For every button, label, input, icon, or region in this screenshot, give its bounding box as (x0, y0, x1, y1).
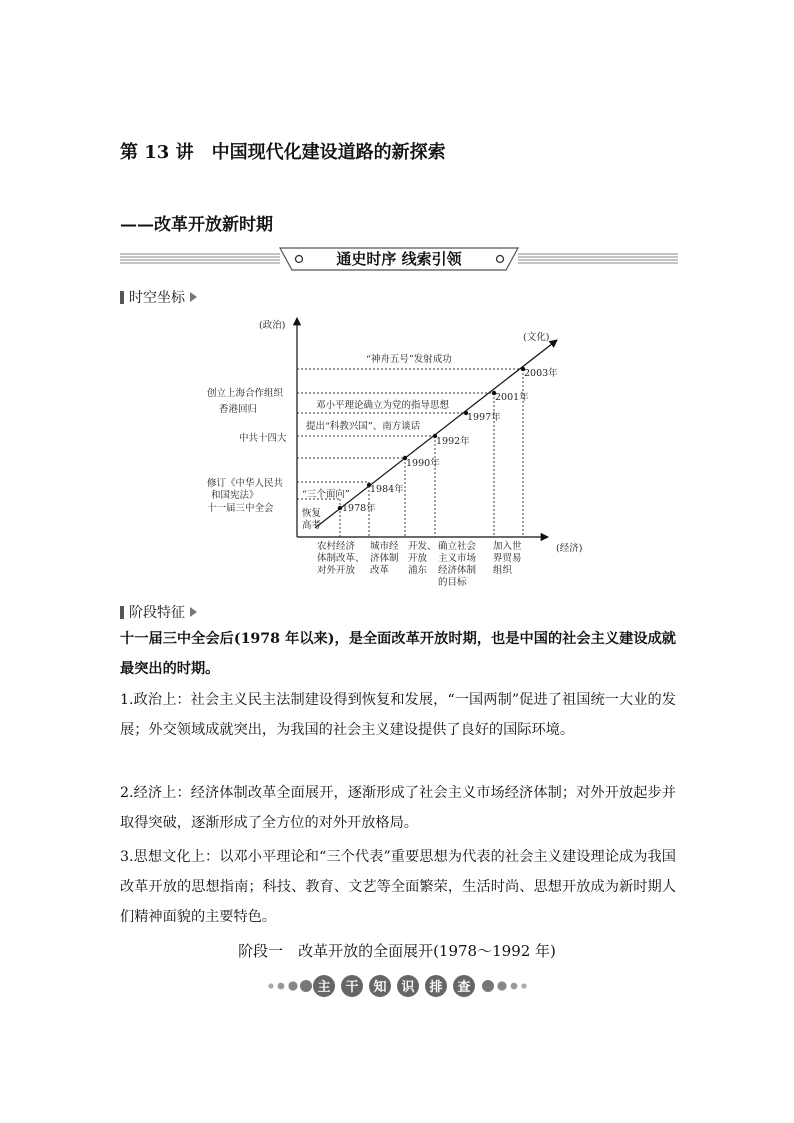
char-text: 查 (457, 980, 471, 995)
feature-point-politics: 1.政治上：社会主义民主法制建设得到恢复和发展，“一国两制”促进了祖国统一大业的发展；外交领域成就突出，为我国的社会主义建设提供了良好的国际环境。 (120, 692, 676, 738)
economy-event: 农村经济 (317, 541, 356, 552)
politics-event: 香港回归 (219, 404, 258, 415)
year-label-1984: 1984年 (370, 484, 404, 495)
year-label-1978: 1978年 (342, 503, 376, 514)
economy-event: 改革 (370, 565, 390, 576)
feature-point-economy: 2.经济上：经济体制改革全面展开，逐渐形成了社会主义市场经济体制；对外开放起步并取得突破，逐渐形成了全方位的对外开放格局。 (120, 785, 676, 831)
timeline-heading-text: 时空坐标 (129, 290, 185, 306)
culture-event: 恢复 (302, 508, 322, 519)
axis-label-culture: (文化) (523, 332, 550, 343)
dot-icon (482, 980, 494, 992)
char-text: 主 (317, 980, 331, 995)
char-text: 排 (429, 980, 443, 995)
char-text: 干 (345, 980, 359, 995)
char-text: 识 (401, 980, 415, 995)
guide-lines (297, 369, 523, 537)
dot-icon (497, 981, 506, 990)
dot-icon (288, 981, 297, 990)
economy-event: 浦东 (408, 565, 428, 576)
section-banner (120, 246, 678, 272)
banner-stripes-left (120, 254, 280, 263)
lesson-title-text: 中国现代化建设道路的新探索 (211, 142, 446, 163)
culture-event: 提出“科教兴国”、南方谈话 (306, 421, 421, 432)
knowledge-banner (265, 972, 530, 1000)
timeline-chart (195, 308, 605, 588)
lesson-subtitle: ——改革开放新时期 (120, 215, 273, 235)
politics-event: 和国宪法》 (211, 490, 259, 501)
economy-event: 开放 (408, 553, 428, 564)
dot-icon (521, 983, 526, 988)
heading-bar-icon (120, 606, 124, 619)
culture-event: 邓小平理论确立为党的指导思想 (316, 400, 450, 411)
timeline-heading (120, 287, 197, 307)
economy-event: 的目标 (438, 577, 467, 588)
banner-stripes-right (518, 254, 678, 263)
heading-arrow-icon (190, 292, 197, 302)
dot-icon (278, 983, 285, 990)
features-intro: 十一届三中全会后(1978 年以来)，是全面改革开放时期，也是中国的社会主义建设成就最突出的时期。 (120, 631, 676, 677)
year-label-1990: 1990年 (406, 458, 440, 469)
economy-events (317, 540, 522, 588)
culture-event: 高考 (302, 520, 322, 531)
economy-event: 济体制 (370, 553, 399, 564)
year-label-1992: 1992年 (436, 436, 470, 447)
culture-axis (315, 340, 557, 528)
economy-event: 城市经 (370, 541, 399, 552)
culture-event: “三个面向” (302, 489, 350, 500)
economy-event: 体制改革、 (317, 553, 365, 564)
politics-event: 创立上海合作组织 (207, 388, 284, 399)
lesson-title (120, 138, 446, 164)
economy-event: 界贸易 (493, 553, 522, 564)
features-heading (120, 602, 197, 622)
lesson-number: 第 13 讲 (120, 142, 194, 163)
dot-icon (268, 983, 273, 988)
economy-event: 主义市场 (438, 553, 477, 564)
feature-point-culture: 3.思想文化上：以邓小平理论和“三个代表”重要思想为代表的社会主义建设理论成为我国改革开放的思想指南；科技、教育、文艺等全面繁荣，生活时尚、思想开放成为新时期人们精神面貌的主要特色。 (120, 849, 676, 925)
economy-event: 组织 (493, 565, 513, 576)
axis-label-economy: (经济) (556, 543, 583, 554)
knowledge-chars (313, 975, 475, 997)
stage-title: 阶段一 改革开放的全面展开(1978～1992 年) (238, 942, 556, 960)
politics-event: 中共十四大 (239, 433, 287, 444)
economy-event: 加入世 (493, 541, 522, 552)
year-label-1997: 1997年 (467, 412, 501, 423)
year-label-2001: 2001年 (495, 392, 529, 403)
char-text: 知 (373, 980, 387, 995)
axis-label-politics: (政治) (259, 320, 286, 331)
heading-bar-icon (120, 291, 124, 304)
politics-event: 修订《中华人民共 (207, 478, 284, 489)
dot-icon (300, 980, 312, 992)
economy-event: 确立社会 (438, 541, 477, 552)
year-label-2003: 2003年 (524, 368, 558, 379)
economy-event: 开发、 (408, 541, 437, 552)
economy-event: 经济体制 (438, 565, 477, 576)
dot-icon (511, 983, 518, 990)
features-heading-text: 阶段特征 (129, 605, 185, 621)
heading-arrow-icon (190, 607, 197, 617)
banner-text: 通史时序 线索引领 (336, 250, 462, 268)
economy-event: 对外开放 (317, 565, 356, 576)
culture-event: “神舟五号”发射成功 (366, 354, 452, 365)
politics-event: 十一届三中全会 (207, 503, 274, 514)
